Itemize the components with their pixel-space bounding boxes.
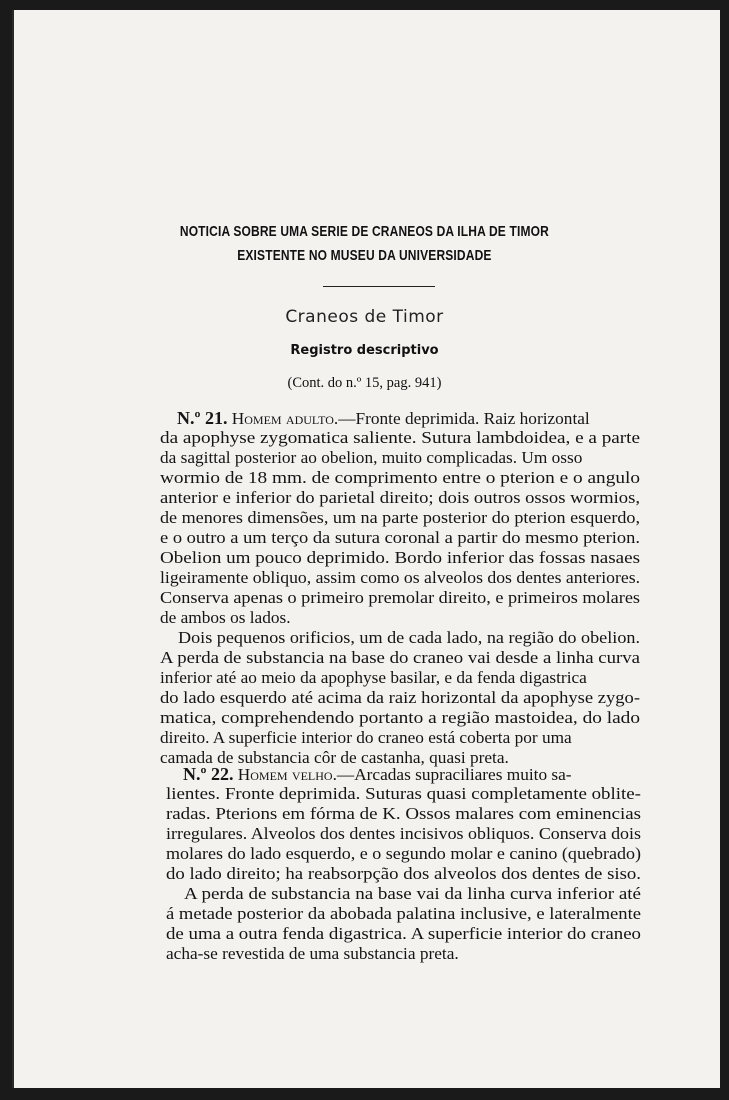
entry-line: á metade posterior da abobada palatina inclusive, e lateralmente	[166, 904, 641, 923]
entry-line: de ambos os lados.	[160, 608, 291, 627]
entry-line: A perda de substancia na base vai da linha curva inferior até	[184, 884, 641, 903]
entry-line: da sagittal posterior ao obelion, muito complicadas. Um osso	[160, 448, 583, 467]
title-divider	[323, 286, 435, 287]
entry-line: anterior e inferior do parietal direito; dois outros ossos wormios,	[160, 488, 640, 507]
entry-first-line	[183, 764, 572, 785]
entry-line: lientes. Fronte deprimida. Suturas quasi completamente oblite-	[166, 784, 641, 803]
entry-line: acha-se revestida de uma substancia preta.	[166, 944, 459, 963]
section-label: Registro descriptivo	[290, 343, 439, 358]
entry-line: da apophyse zygomatica saliente. Sutura lambdoidea, e a parte	[160, 428, 640, 447]
entry-line: direito. A superficie interior do craneo está coberta por uma	[160, 728, 572, 747]
entry-line: do lado direito; ha reabsorpção dos alveolos dos dentes de siso.	[166, 864, 641, 883]
entry-line: wormio de 18 mm. de comprimento entre o pterion e o angulo	[160, 468, 640, 487]
entry-number: N.º 21.	[177, 408, 228, 428]
article-title-line-2: EXISTENTE NO MUSEU DA UNIVERSIDADE	[237, 247, 492, 264]
entry-line: camada de substancia côr de castanha, quasi preta.	[160, 748, 509, 767]
entry-line: ligeiramente obliquo, assim como os alveolos dos dentes anteriores.	[160, 568, 640, 587]
entry-line: Dois pequenos orificios, um de cada lado, na região do obelion.	[178, 628, 640, 647]
entry-line: —Arcadas supraciliares muito sa-	[336, 765, 572, 784]
article-title-line-1: NOTICIA SOBRE UMA SERIE DE CRANEOS DA ILHA DE TIMOR	[179, 223, 549, 240]
entry-line: irregulares. Alveolos dos dentes incisivos obliquos. Conserva dois	[166, 824, 641, 843]
entry-heading: Homem adulto.	[231, 409, 339, 428]
entry-line: do lado esquerdo até acima da raiz horizontal da apophyse zygo-	[160, 688, 640, 707]
entry-line: inferior até ao meio da apophyse basilar, e da fenda digastrica	[160, 668, 587, 687]
entry-first-line	[177, 408, 590, 429]
entry-line: Obelion um pouco deprimido. Bordo inferior das fossas nasaes	[160, 548, 640, 567]
entry-line: Conserva apenas o primeiro premolar direito, e primeiros molares	[160, 588, 640, 607]
entry-line: A perda de substancia na base do craneo vai desde a linha curva	[160, 648, 640, 667]
section-subtitle: Craneos de Timor	[285, 307, 444, 327]
entry-line: de uma a outra fenda digastrica. A superficie interior do craneo	[166, 924, 641, 943]
entry-line: de menores dimensões, um na parte posterior do pterion esquerdo,	[160, 508, 640, 527]
entry-number: N.º 22.	[183, 764, 234, 784]
entry-heading: Homem velho.	[237, 765, 337, 784]
entry-line: radas. Pterions em fórma de K. Ossos malares com eminencias	[166, 804, 641, 823]
entry-line: e o outro a um terço da sutura coronal a partir do mesmo pterion.	[160, 528, 640, 547]
entry-line: —Fronte deprimida. Raiz horizontal	[338, 409, 590, 428]
entry-line: molares do lado esquerdo, e o segundo molar e canino (quebrado)	[166, 844, 641, 863]
entry-line: matica, comprehendendo portanto a região mastoidea, do lado	[160, 708, 640, 727]
continuation-note: (Cont. do n.º 15, pag. 941)	[287, 375, 442, 391]
